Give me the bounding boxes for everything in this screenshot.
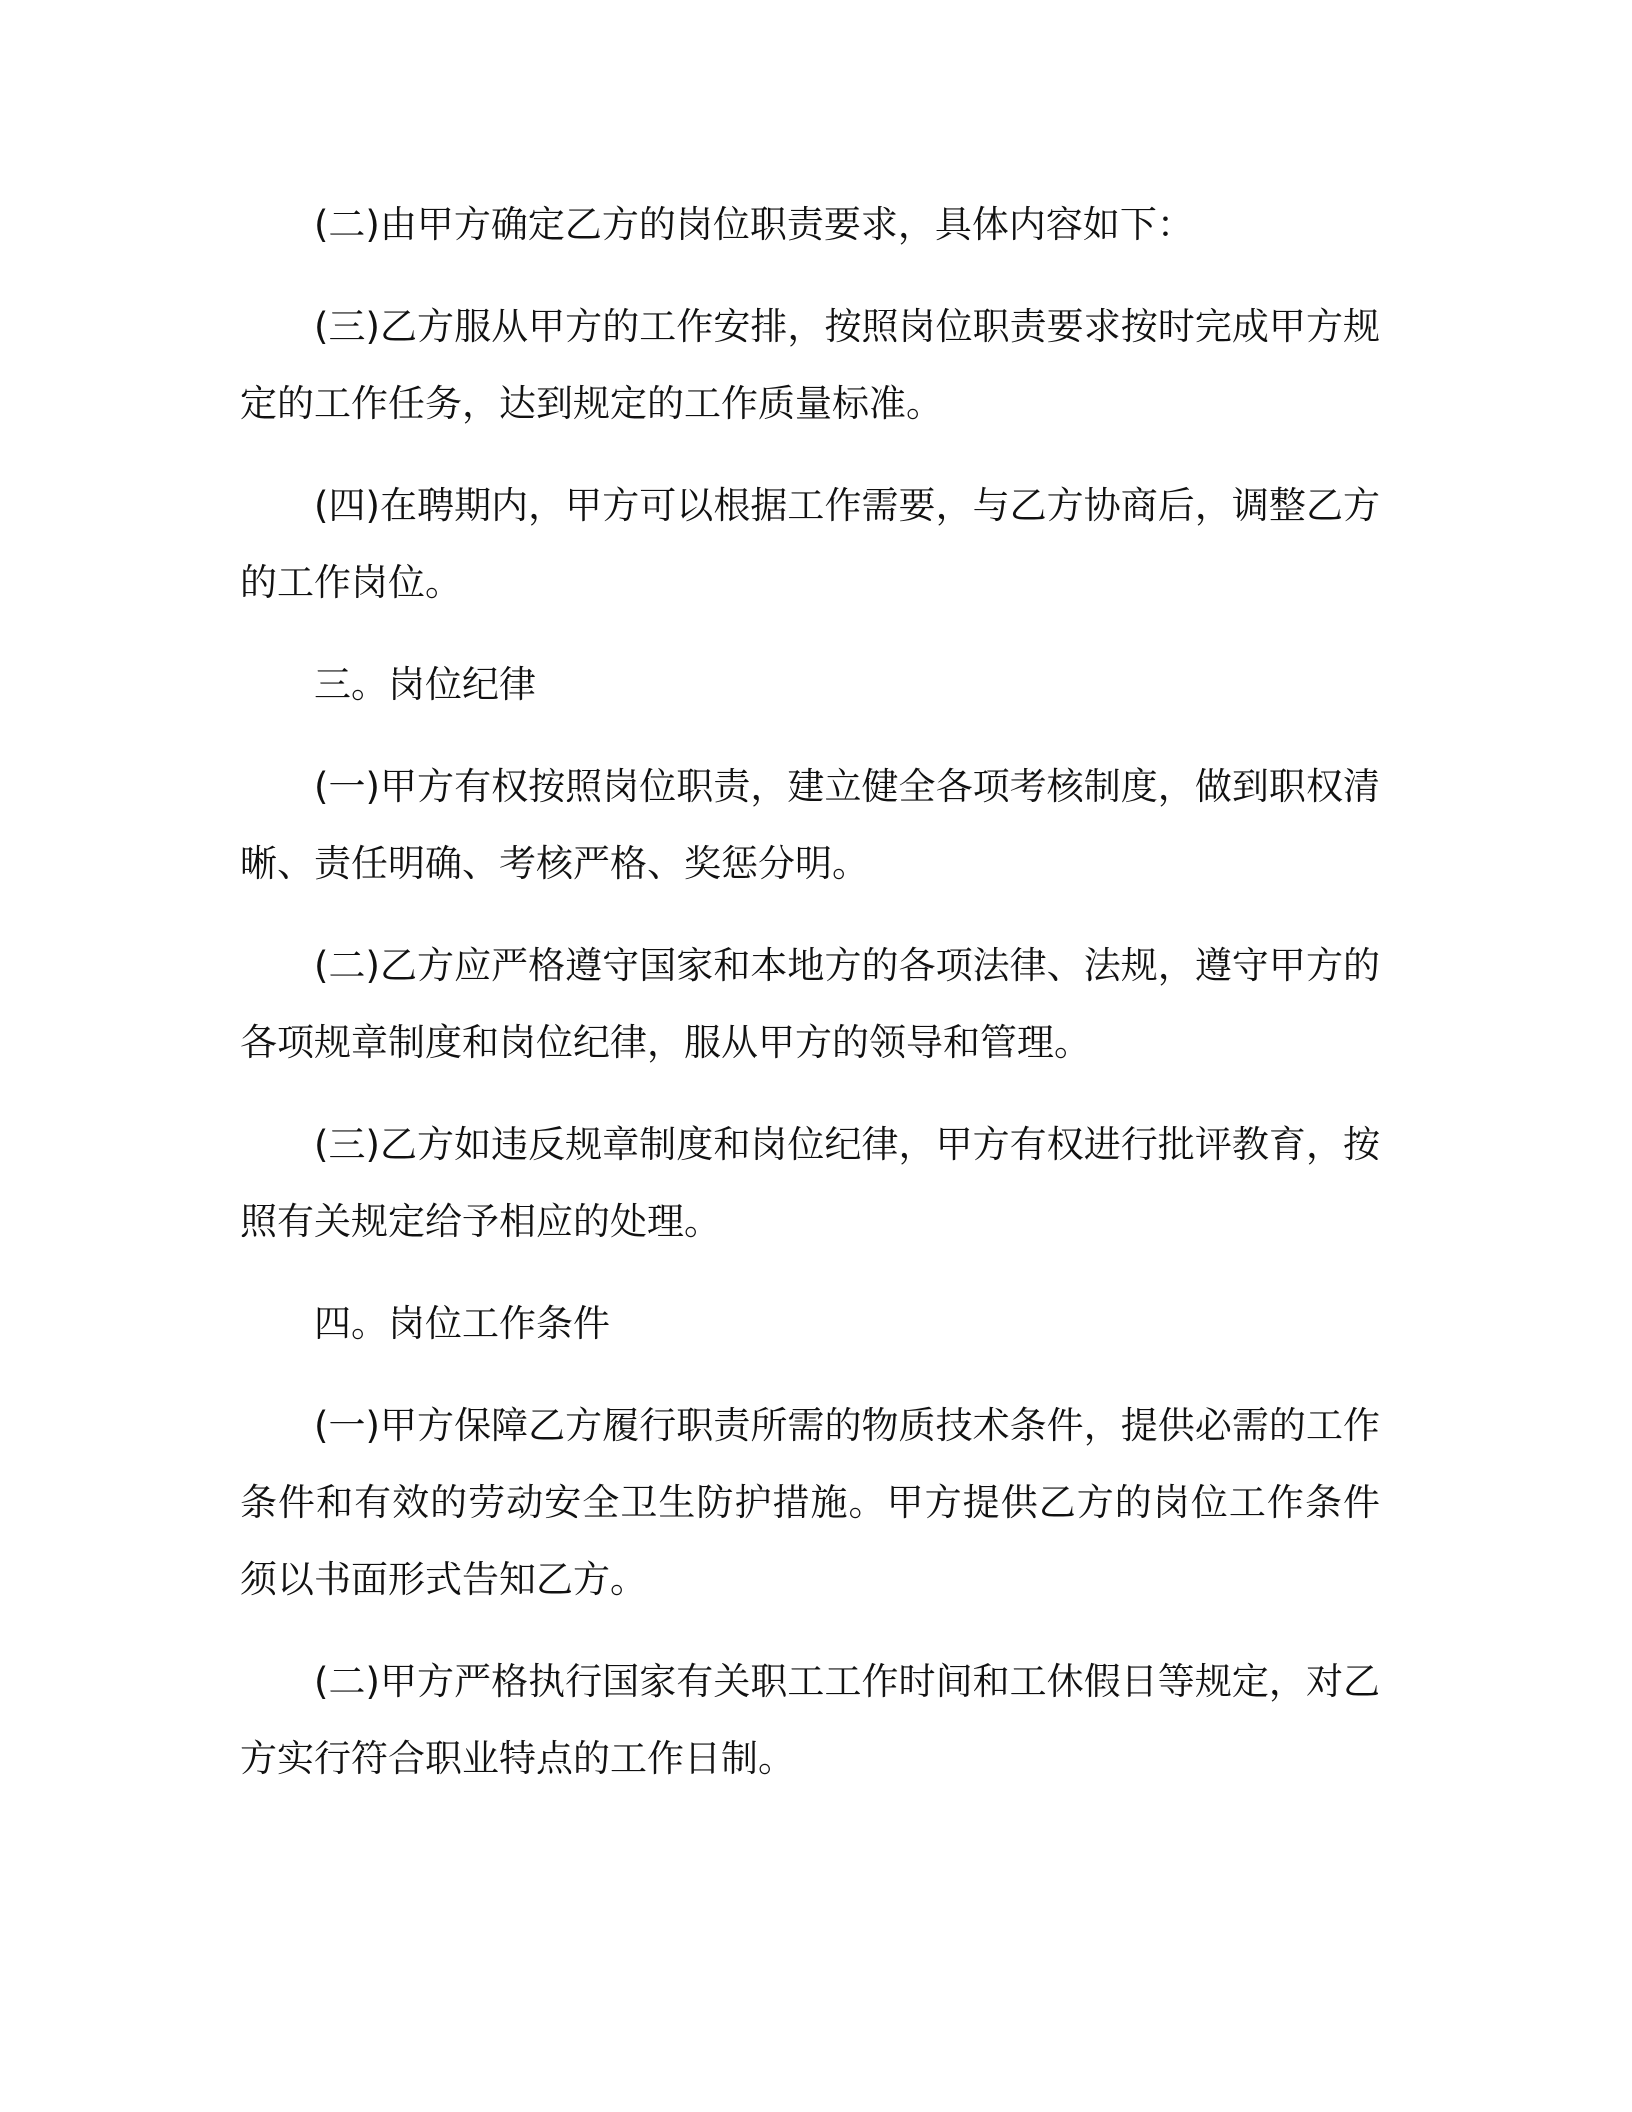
paragraph-work-arrangement: (三)乙方服从甲方的工作安排，按照岗位职责要求按时完成甲方规定的工作任务，达到规定的工作质量标准。	[240, 305, 1380, 425]
paragraph-working-hours: (二)甲方严格执行国家有关职工工作时间和工休假日等规定，对乙方实行符合职业特点的工作日制。	[240, 1660, 1380, 1780]
section-heading-discipline: 三。岗位纪律	[314, 663, 536, 706]
section-heading-work-conditions: 四。岗位工作条件	[314, 1302, 610, 1345]
paragraph-assessment-system: (一)甲方有权按照岗位职责，建立健全各项考核制度，做到职权清晰、责任明确、考核严格、奖惩分明。	[240, 765, 1380, 885]
paragraph-compliance: (二)乙方应严格遵守国家和本地方的各项法律、法规，遵守甲方的各项规章制度和岗位纪律，服从甲方的领导和管理。	[240, 944, 1380, 1064]
paragraph-violation-handling: (三)乙方如违反规章制度和岗位纪律，甲方有权进行批评教育，按照有关规定给予相应的处理。	[240, 1123, 1380, 1243]
paragraph-position-adjustment: (四)在聘期内，甲方可以根据工作需要，与乙方协商后，调整乙方的工作岗位。	[240, 484, 1380, 604]
paragraph-technical-conditions: (一)甲方保障乙方履行职责所需的物质技术条件，提供必需的工作条件和有效的劳动安全卫生防护措施。甲方提供乙方的岗位工作条件须以书面形式告知乙方。	[240, 1404, 1380, 1601]
document-body	[240, 186, 1380, 1822]
paragraph-duty-requirements: (二)由甲方确定乙方的岗位职责要求，具体内容如下：	[314, 203, 1194, 246]
